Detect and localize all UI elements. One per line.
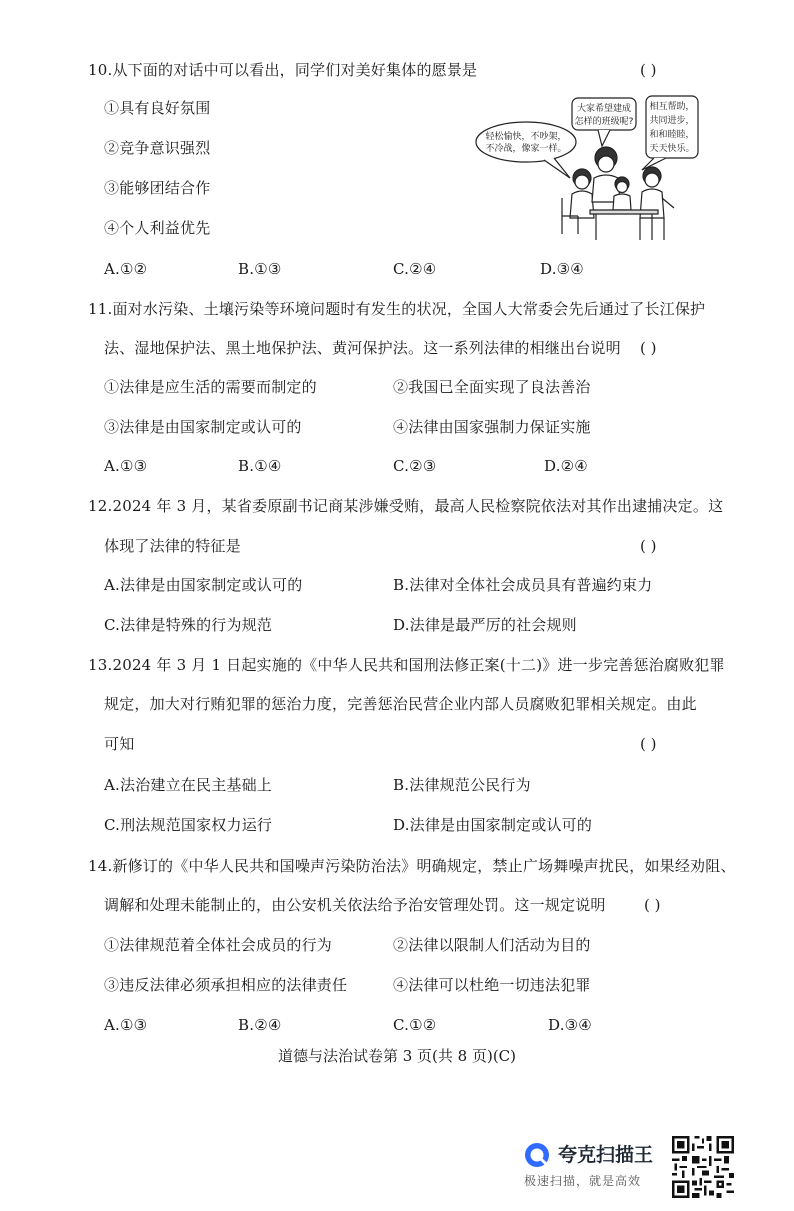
q12-stem-line-2: 体现了法律的特征是 <box>104 537 241 555</box>
q14-option-2: ②法律以限制人们活动为目的 <box>393 936 591 954</box>
q10-answer-paren: ( ) <box>640 61 657 79</box>
q13-stem-line-2: 规定，加大对行贿犯罪的惩治力度，完善惩治民营企业内部人员腐败犯罪相关规定。由此 <box>104 695 697 713</box>
bubble-right-line-2: 共同进步， <box>649 116 695 126</box>
q13-stem-line-1: 13.2024 年 3 月 1 日起实施的《中华人民共和国刑法修正案(十二)》进一步完善惩治腐败犯罪 <box>88 656 725 674</box>
quark-logo-icon <box>524 1142 550 1168</box>
q12-answer-paren: ( ) <box>640 537 657 555</box>
q11-option-3: ③法律是由国家制定或认可的 <box>104 418 302 436</box>
q14-choice-a: A.①③ <box>104 1016 148 1034</box>
q11-answer-paren: ( ) <box>640 339 657 357</box>
q14-answer-paren: ( ) <box>644 896 661 914</box>
q12-stem-line-1: 12.2024 年 3 月，某省委原副书记商某涉嫌受贿，最高人民检察院依法对其作出逮捕决定。这 <box>88 497 724 515</box>
q11-option-4: ④法律由国家强制力保证实施 <box>393 418 591 436</box>
q13-choice-c: C.刑法规范国家权力运行 <box>104 816 273 834</box>
q10-option-4: ④个人利益优先 <box>104 219 211 237</box>
students-dialogue-cartoon <box>474 94 704 244</box>
scanner-watermark <box>520 1138 670 1198</box>
brand-name: 夸克扫描王 <box>558 1144 654 1166</box>
q13-choice-d: D.法律是由国家制定或认可的 <box>393 816 593 834</box>
q11-choice-a: A.①③ <box>104 457 148 475</box>
q13-answer-paren: ( ) <box>640 735 657 753</box>
q12-choice-d: D.法律是最严厉的社会规则 <box>393 616 577 634</box>
bubble-right-line-3: 和和睦睦， <box>649 130 695 140</box>
bubble-right-line-4: 天天快乐。 <box>649 144 695 154</box>
q13-choice-a: A.法治建立在民主基础上 <box>104 776 273 794</box>
q14-option-4: ④法律可以杜绝一切违法犯罪 <box>393 976 591 994</box>
q11-stem-line-1: 11.面对水污染、土壤污染等环境问题时有发生的状况，全国人大常委会先后通过了长江保护 <box>88 300 706 318</box>
q10-choice-a: A.①② <box>104 260 148 278</box>
page-footer: 道德与法治试卷第 3 页(共 8 页)(C) <box>277 1047 517 1065</box>
q10-option-1: ①具有良好氛围 <box>104 99 211 117</box>
q13-choice-b: B.法律规范公民行为 <box>393 776 531 794</box>
brand-slogan: 极速扫描，就是高效 <box>524 1174 642 1188</box>
q14-stem-line-2: 调解和处理未能制止的，由公安机关依法给予治安管理处罚。这一规定说明 <box>104 896 606 914</box>
q14-option-3: ③违反法律必须承担相应的法律责任 <box>104 976 348 994</box>
q14-stem-line-1: 14.新修订的《中华人民共和国噪声污染防治法》明确规定，禁止广场舞噪声扰民，如果经劝阻、 <box>88 857 736 875</box>
q10-choice-d: D.③④ <box>540 260 584 278</box>
q10-option-3: ③能够团结合作 <box>104 179 211 197</box>
q10-choice-b: B.①③ <box>238 260 282 278</box>
q10-option-2: ②竞争意识强烈 <box>104 139 211 157</box>
bubble-right-line-1: 相互帮助， <box>649 102 695 112</box>
q12-choice-b: B.法律对全体社会成员具有普遍约束力 <box>393 576 653 594</box>
q13-stem-line-3: 可知 <box>104 735 135 753</box>
qr-code-icon <box>672 1136 734 1198</box>
q10-choice-c: C.②④ <box>393 260 437 278</box>
q14-choice-b: B.②④ <box>238 1016 282 1034</box>
q12-choice-c: C.法律是特殊的行为规范 <box>104 616 273 634</box>
q11-choice-c: C.②③ <box>393 457 437 475</box>
q14-choice-d: D.③④ <box>548 1016 592 1034</box>
bubble-left-line-2: 不冷战，像家一样。 <box>485 144 567 154</box>
bubble-mid-line-2: 怎样的班级呢? <box>574 117 634 127</box>
q14-option-1: ①法律规范着全体社会成员的行为 <box>104 936 333 954</box>
q11-option-1: ①法律是应生活的需要而制定的 <box>104 378 317 396</box>
q12-choice-a: A.法律是由国家制定或认可的 <box>104 576 303 594</box>
bubble-mid-line-1: 大家希望建成 <box>576 104 632 114</box>
q14-choice-c: C.①② <box>393 1016 437 1034</box>
q11-choice-b: B.①④ <box>238 457 282 475</box>
q11-stem-line-2: 法、湿地保护法、黑土地保护法、黄河保护法。这一系列法律的相继出台说明 <box>104 339 621 357</box>
q11-option-2: ②我国已全面实现了良法善治 <box>393 378 591 396</box>
bubble-left-line-1: 轻松愉快，不吵架， <box>485 132 567 142</box>
q10-stem: 10.从下面的对话中可以看出，同学们对美好集体的愿景是 <box>88 61 478 79</box>
q11-choice-d: D.②④ <box>544 457 588 475</box>
